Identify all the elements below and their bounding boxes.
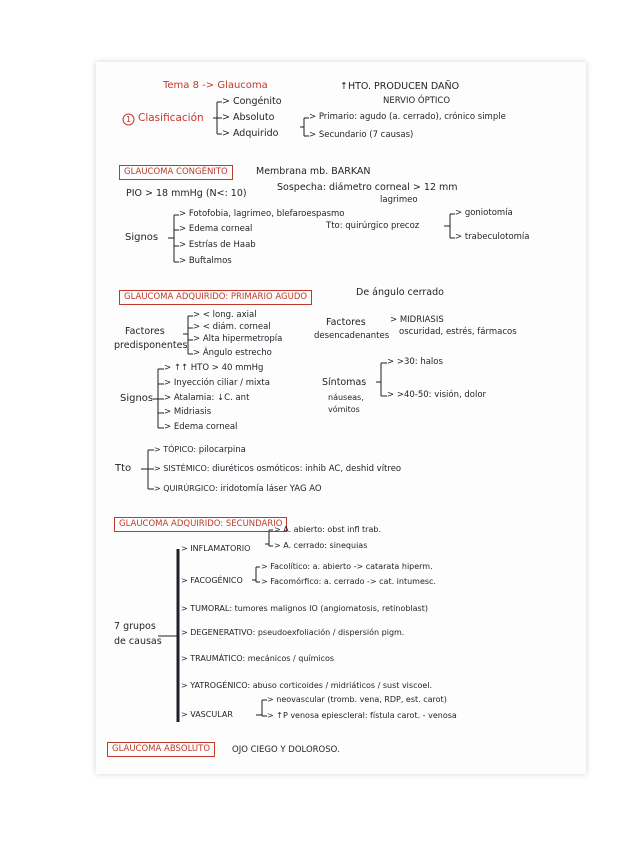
congenito-tto-item: > trabeculotomía	[455, 232, 530, 242]
facogenico-item: > Facomórfico: a. cerrado -> cat. intumesc.	[261, 577, 436, 586]
section-number: 1	[126, 115, 132, 124]
header-note-2: NERVIO ÓPTICO	[383, 96, 451, 106]
secundario-label-2: de causas	[114, 636, 162, 647]
congenito-signo: > Fotofobia, lagrimeo, blefaroespasmo	[179, 209, 345, 219]
facogenico-item: > Facolítico: a. abierto -> catarata hiperm.	[261, 562, 433, 571]
heading-secundario: GLAUCOMA ADQUIRIDO: SECUNDARIO	[114, 517, 287, 532]
agudo-signo: > Edema corneal	[164, 422, 238, 432]
secundario-item: > TUMORAL: tumores malignos IO (angiomatosis, retinoblast)	[181, 604, 428, 613]
agudo-tto-item: > SISTÉMICO: diuréticos osmóticos: inhib AC, deshid vítreo	[154, 464, 402, 474]
adquirido-item: > Primario: agudo (a. cerrado), crónico simple	[309, 112, 506, 122]
agudo-signo: > Atalamia: ↓C. ant	[164, 393, 250, 403]
agudo-desenc-label: Factores	[326, 317, 366, 328]
agudo-signos-label: Signos	[120, 393, 154, 404]
agudo-factores-label: Factores	[125, 326, 165, 337]
agudo-signo: > ↑↑ HTO > 40 mmHg	[164, 363, 264, 373]
agudo-sintomas-extra: náuseas,	[328, 393, 364, 402]
agudo-sintomas-extra: vómitos	[328, 405, 360, 414]
agudo-signo: > Midriasis	[164, 407, 212, 417]
congenito-tto-item: > goniotomía	[455, 208, 513, 218]
secundario-item: > TRAUMÁTICO: mecánicos / químicos	[181, 654, 335, 663]
agudo-factores-label-2: predisponentes	[114, 340, 188, 351]
congenito-note: Membrana mb. BARKAN	[256, 166, 371, 177]
agudo-desenc-label-2: desencadenantes	[314, 331, 390, 341]
agudo-factor: > Alta hipermetropía	[193, 334, 283, 344]
agudo-tto-item: > TÓPICO: pilocarpina	[154, 445, 246, 455]
inflamatorio-item: > A. abierto: obst infl trab.	[274, 525, 381, 534]
adquirido-item: > Secundario (7 causas)	[309, 130, 414, 140]
clasificacion-item: > Congénito	[222, 96, 282, 107]
agudo-desenc-2: oscuridad, estrés, fármacos	[399, 327, 517, 337]
agudo-factor: > Ángulo estrecho	[193, 348, 272, 358]
absoluto-text: OJO CIEGO Y DOLOROSO.	[232, 745, 340, 755]
agudo-factor: > < diám. corneal	[193, 322, 271, 332]
secundario-item: > VASCULAR	[181, 710, 233, 719]
congenito-tto: Tto: quirúrgico precoz	[326, 221, 420, 231]
secundario-label: 7 grupos	[114, 621, 156, 632]
clasificacion-label: Clasificación	[138, 112, 204, 124]
secundario-item: > DEGENERATIVO: pseudoexfoliación / dispersión pigm.	[181, 628, 405, 637]
agudo-sintoma: > >30: halos	[387, 357, 443, 367]
congenito-signo: > Edema corneal	[179, 224, 253, 234]
heading-absoluto: GLAUCOMA ABSOLUTO	[107, 742, 215, 757]
agudo-factor: > < long. axial	[193, 310, 257, 320]
heading-agudo: GLAUCOMA ADQUIRIDO: PRIMARIO AGUDO	[119, 290, 312, 305]
secundario-item: > INFLAMATORIO	[181, 544, 251, 553]
congenito-signo: > Estrías de Haab	[179, 240, 256, 250]
agudo-tto-label: Tto	[115, 463, 132, 474]
agudo-after: De ángulo cerrado	[356, 287, 444, 298]
congenito-signo: > Buftalmos	[179, 256, 232, 266]
heading-congenito: GLAUCOMA CONGÉNITO	[119, 165, 233, 180]
vascular-item: > neovascular (tromb. vena, RDP, est. carot)	[267, 695, 447, 704]
secundario-item: > YATROGÉNICO: abuso corticoides / midriáticos / sust viscoel.	[181, 681, 433, 690]
clasificacion-item: > Adquirido	[222, 128, 279, 139]
agudo-sintoma: > >40-50: visión, dolor	[387, 390, 487, 400]
agudo-sintomas-label: Síntomas	[322, 377, 367, 388]
page-title: Tema 8 -> Glaucoma	[163, 80, 268, 91]
agudo-desenc: > MIDRIASIS	[390, 315, 444, 325]
congenito-signos-label: Signos	[125, 232, 159, 243]
inflamatorio-item: > A. cerrado: sinequias	[274, 541, 368, 550]
congenito-pio: PIO > 18 mmHg (N<: 10)	[126, 188, 247, 199]
congenito-sospecha-2: lagrimeo	[380, 195, 418, 205]
clasificacion-item: > Absoluto	[222, 112, 275, 123]
agudo-signo: > Inyección ciliar / mixta	[164, 378, 270, 388]
agudo-tto-item: > QUIRÚRGICO: iridotomía láser YAG AO	[154, 484, 322, 494]
vascular-item: > ↑P venosa epiescleral: fístula carot. - venosa	[267, 711, 457, 720]
header-note: ↑HTO. PRODUCEN DAÑO	[340, 81, 460, 92]
congenito-sospecha: Sospecha: diámetro corneal > 12 mm	[277, 182, 458, 193]
secundario-item: > FACOGÉNICO	[181, 576, 243, 585]
